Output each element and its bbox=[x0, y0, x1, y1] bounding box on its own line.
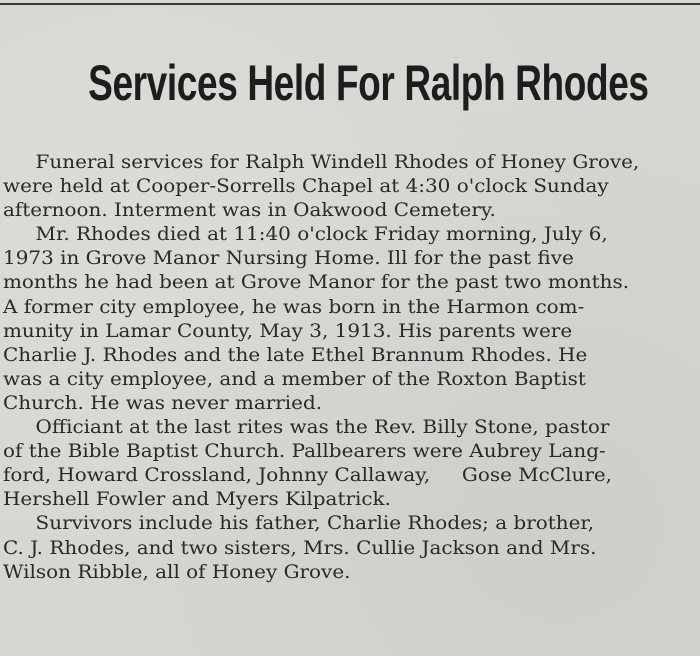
article-line: Hershell Fowler and Myers Kilpatrick. bbox=[3, 488, 391, 511]
top-border-rule bbox=[0, 3, 700, 5]
article-line: Mr. Rhodes died at 11:40 o'clock Friday morning, July 6, bbox=[35, 223, 608, 246]
article-line: Wilson Ribble, all of Honey Grove. bbox=[3, 560, 351, 583]
article-body bbox=[3, 150, 693, 584]
article-line: of the Bible Baptist Church. Pallbearers were Aubrey Lang- bbox=[3, 440, 606, 463]
article-line: munity in Lamar County, May 3, 1913. His parents were bbox=[3, 319, 573, 342]
article-line: Funeral services for Ralph Windell Rhodes of Honey Grove, bbox=[35, 151, 640, 173]
article-line: C. J. Rhodes, and two sisters, Mrs. Cullie Jackson and Mrs. bbox=[3, 536, 597, 559]
article-line: Church. He was never married. bbox=[3, 391, 323, 414]
article-line: was a city employee, and a member of the Roxton Baptist bbox=[3, 367, 586, 390]
article-headline: Services Held For Ralph Rhodes bbox=[88, 55, 649, 111]
article-line: Officiant at the last rites was the Rev. Billy Stone, pastor bbox=[35, 416, 610, 439]
article-line: Charlie J. Rhodes and the late Ethel Brannum Rhodes. He bbox=[3, 343, 588, 366]
article-line: months he had been at Grove Manor for the past two months. bbox=[3, 271, 630, 294]
article-line: 1973 in Grove Manor Nursing Home. Ill for the past five bbox=[3, 247, 574, 270]
article-line: ford, Howard Crossland, Johnny Callaway, Gose McClure, bbox=[3, 464, 613, 487]
article-line: Survivors include his father, Charlie Rhodes; a brother, bbox=[35, 512, 595, 535]
article-line: were held at Cooper-Sorrells Chapel at 4:30 o'clock Sunday bbox=[3, 175, 609, 198]
article-line: A former city employee, he was born in the Harmon com- bbox=[3, 295, 585, 318]
article-line: afternoon. Interment was in Oakwood Cemetery. bbox=[3, 199, 496, 222]
